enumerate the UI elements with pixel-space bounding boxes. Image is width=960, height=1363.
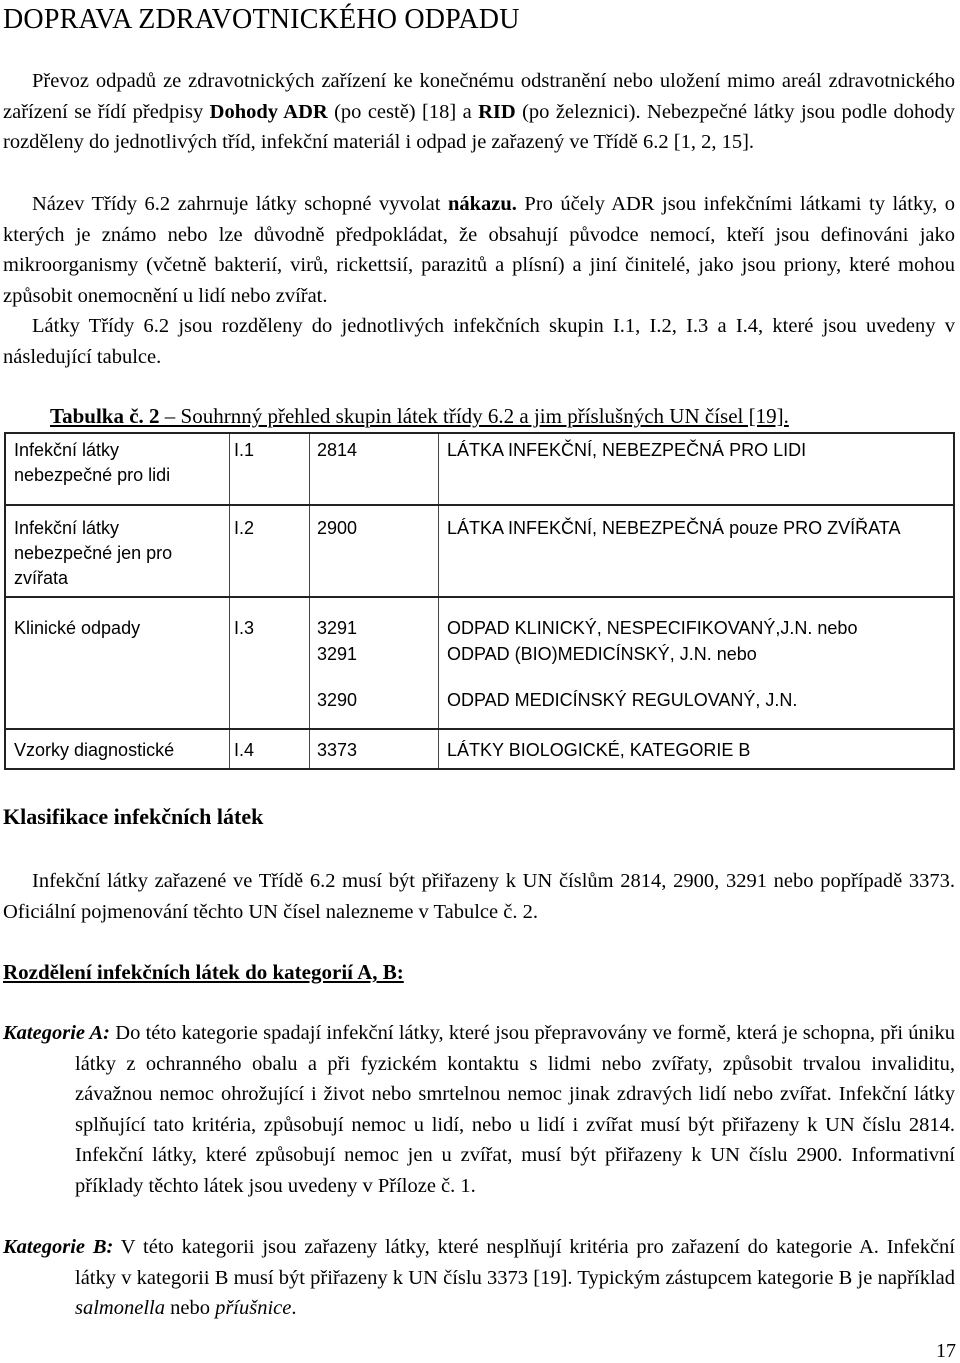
page-number: 17 [936, 1340, 956, 1362]
page-title: DOPRAVA ZDRAVOTNICKÉHO ODPADU [3, 4, 520, 35]
intro-text-1b: (po cestě) [18] a [327, 100, 479, 123]
un-description: LÁTKY BIOLOGICKÉ, KATEGORIE B [447, 740, 751, 760]
category-a-text: Do této kategorie spadají infekční látky, které jsou přepravovány ve formě, která je schopna, při úniku látky z ochranného obalu a při fyzickém kontaktu s lidmi nebo zvířaty, způsobit trvalou invaliditu, závažnou nemoc ohrožující i život nebo smrtelnou nemoc jinak zdravých lidí nebo zvířat. Infekční látky splňující tato kritéria, způsobují nemoc u lidí, nebo u lidí i zvířat musí být přiřazeny k UN číslu 2814. Infekční látky, které způsobují nemoc jen u zvířat, musí být přiřazeny k UN číslu 2900. Informativní příklady těchto látek jsou uvedeny v Příloze č. 1. [75, 1022, 956, 1197]
intro-text-2a: Název Třídy 6.2 zahrnuje látky schopné vyvolat [32, 193, 448, 215]
table-column-divider [438, 434, 439, 768]
un-number: 3291 [317, 618, 358, 638]
group-name [14, 516, 172, 591]
un-description: ODPAD (BIO)MEDICÍNSKÝ, J.N. nebo [447, 644, 757, 664]
un-number: 2900 [317, 518, 358, 538]
group-name-line: Infekční látky [14, 518, 120, 538]
un-groups-table [4, 432, 955, 770]
intro-paragraph-2 [3, 189, 955, 311]
un-number: 3373 [317, 740, 358, 760]
group-name-line: nebezpečné jen pro [14, 543, 173, 563]
group-code: I.1 [234, 440, 255, 460]
rid-term: RID [478, 100, 516, 123]
intro-paragraph-1 [3, 66, 955, 158]
group-name-line: Infekční látky [14, 440, 120, 460]
example-salmonella: salmonella [75, 1297, 165, 1319]
category-b-mid: nebo [164, 1297, 216, 1319]
intro-text-1c: (po železnici). Nebezpečné látky jsou podle dohody rozděleny do jednotlivých tříd, infekční materiál i odpad je zařazený ve Třídě 6.2 [1, 2, 15]. [3, 100, 955, 153]
un-number: 3290 [317, 690, 358, 710]
section-heading-classification: Klasifikace infekčních látek [3, 804, 264, 829]
row-divider [6, 728, 953, 730]
group-code: I.2 [234, 518, 255, 538]
adr-term: Dohody ADR [209, 100, 328, 123]
group-code: I.4 [234, 740, 255, 760]
category-b-label: Kategorie B: [3, 1236, 114, 1258]
section-heading-categories: Rozdělení infekčních látek do kategorií A, B: [3, 960, 404, 984]
row-divider [6, 504, 953, 506]
classification-paragraph: Infekční látky zařazené ve Třídě 6.2 musí být přiřazeny k UN číslům 2814, 2900, 3291 nebo popřípadě 3373. Oficiální pojmenování těchto UN čísel nalezneme v Tabulce č. 2. [3, 870, 955, 923]
un-description: ODPAD KLINICKÝ, NESPECIFIKOVANÝ,J.N. nebo [447, 618, 858, 638]
un-number: 2814 [317, 440, 358, 460]
category-b-text: V této kategorii jsou zařazeny látky, které nesplňují kritéria pro zařazení do kategorie A. Infekční látky v kategorii B musí být přiřazeny k UN číslu 3373 [19]. Typickým zástupcem kategorie B je například [75, 1236, 955, 1289]
category-a-paragraph [3, 1018, 955, 1201]
un-number: 3291 [317, 644, 358, 664]
table-caption [50, 404, 789, 429]
intro-paragraph-3: Látky Třídy 6.2 jsou rozděleny do jednotlivých infekčních skupin I.1, I.2, I.3 a I.4, které jsou uvedeny v následující tabulce. [3, 315, 955, 368]
table-caption-label: Tabulka č. 2 [50, 404, 160, 428]
group-name-line: nebezpečné pro lidi [14, 465, 171, 485]
table-column-divider [229, 434, 230, 768]
example-priusnice: příušnice [215, 1297, 292, 1319]
group-name-line: zvířata [14, 568, 69, 588]
table-column-divider [309, 434, 310, 768]
intro-text-1a: Převoz odpadů ze zdravotnických zařízení ke konečnému odstranění nebo uložení mimo areál zdravotnického zařízení se řídí předpisy [3, 70, 955, 123]
intro-text-2b: Pro účely ADR jsou infekčními látkami ty látky, o kterých je známo nebo lze důvodně předpokládat, že obsahují původce nemocí, kteří jsou definováni jako mikroorganismy (včetně bakterií, virů, rickettsií, parazitů a plísní) a jiní činitelé, jako jsou priony, které mohou způsobit onemocnění u lidí nebo zvířat. [3, 193, 956, 307]
category-b-paragraph [3, 1232, 955, 1324]
category-b-end: . [291, 1297, 297, 1319]
category-a-label: Kategorie A: [3, 1022, 110, 1044]
infection-term: nákazu. [447, 193, 517, 215]
row-divider [6, 596, 953, 598]
un-description: ODPAD MEDICÍNSKÝ REGULOVANÝ, J.N. [447, 690, 798, 710]
un-description: LÁTKA INFEKČNÍ, NEBEZPEČNÁ pouze PRO ZVÍŘATA [447, 518, 901, 538]
group-code: I.3 [234, 618, 255, 638]
group-name: Klinické odpady [14, 618, 141, 638]
un-description: LÁTKA INFEKČNÍ, NEBEZPEČNÁ PRO LIDI [447, 440, 807, 460]
group-name: Vzorky diagnostické [14, 740, 175, 760]
table-caption-text: – Souhrnný přehled skupin látek třídy 6.2 a jim příslušných UN čísel [19]. [159, 404, 789, 428]
group-name [14, 438, 170, 488]
